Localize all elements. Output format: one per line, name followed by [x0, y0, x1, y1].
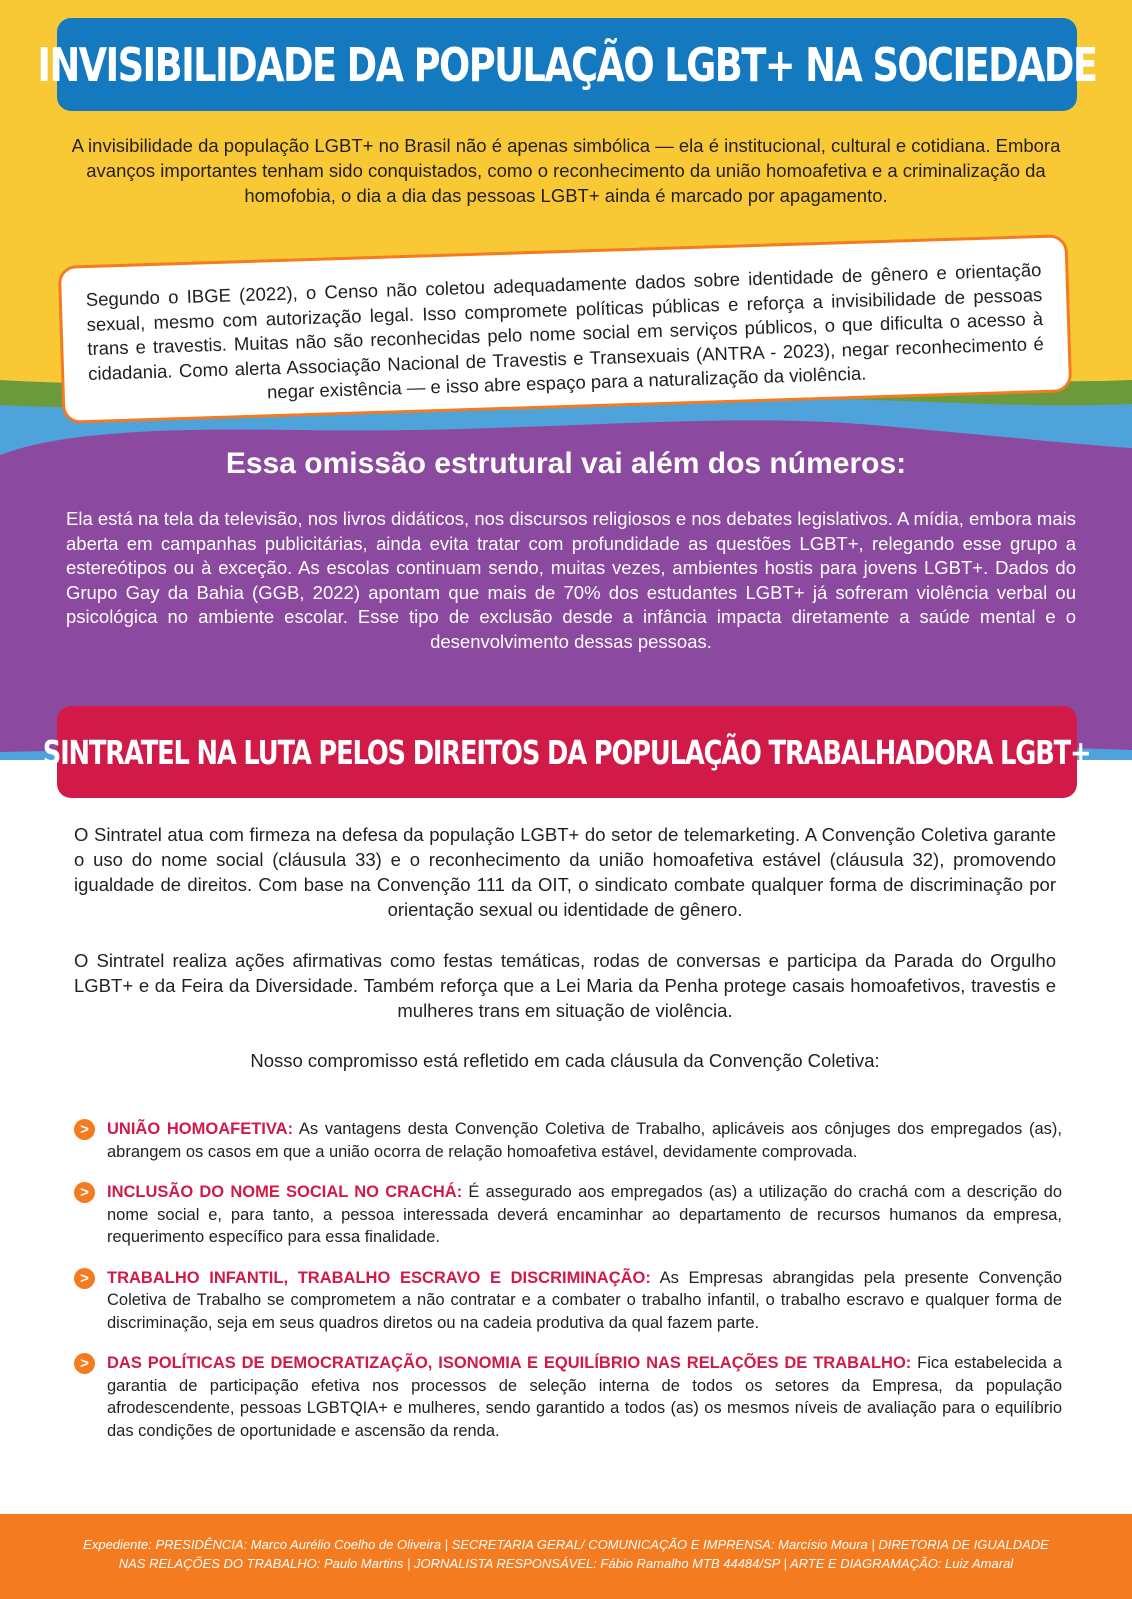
- sintratel-title: SINTRATEL NA LUTA PELOS DIREITOS DA POPULAÇÃO TRABALHADORA LGBT+: [43, 732, 1091, 772]
- ibge-callout-card: [58, 234, 1072, 424]
- main-title-banner: [37, 18, 1097, 111]
- clause-item: [74, 1118, 1062, 1163]
- clause-heading: DAS POLÍTICAS DE DEMOCRATIZAÇÃO, ISONOMIA E EQUILÍBRIO NAS RELAÇÕES DE TRABALHO:: [107, 1354, 912, 1372]
- clause-heading: UNIÃO HOMOAFETIVA:: [107, 1120, 294, 1138]
- omissao-paragraph: Ela está na tela da televisão, nos livros didáticos, nos discursos religiosos e nos debates legislativos. A mídia, embora mais aberta em campanhas publicitárias, ainda evita tratar com profundidade as questões LGBT+, relegando esse grupo a estereótipos ou à exceção. As escolas continuam sendo, muitas vezes, ambientes hostis para jovens LGBT+. Dados do Grupo Gay da Bahia (GGB, 2022) apontam que mais de 70% dos estudantes LGBT+ já sofreram violência verbal ou psicológica no ambiente escolar. Esse tipo de exclusão desde a infância impacta diretamente a saúde mental e o desenvolvimento dessas pessoas.: [66, 508, 1076, 652]
- commitment-line: Nosso compromisso está refletido em cada cláusula da Convenção Coletiva:: [250, 1050, 880, 1071]
- clause-text: [107, 1181, 1062, 1249]
- clause-item: [74, 1267, 1062, 1335]
- clause-heading: INCLUSÃO DO NOME SOCIAL NO CRACHÁ:: [107, 1183, 463, 1201]
- clauses-list: [74, 1118, 1062, 1460]
- clause-body: As vantagens desta Convenção Coletiva de Trabalho, aplicáveis aos cônjuges dos empregados (as), abrangem os casos em que a união ocorra de relação homoafetiva estável, devidamente comprovada.: [107, 1120, 1062, 1161]
- clause-item: [74, 1352, 1062, 1442]
- sintratel-paragraph-2: O Sintratel realiza ações afirmativas como festas temáticas, rodas de conversas e participa da Parada do Orgulho LGBT+ e da Feira da Diversidade. Também reforça que a Lei Maria da Penha protege casais homoafetivos, travestis e mulheres trans em situação de violência.: [74, 950, 1056, 1021]
- footer-credits: [0, 1514, 1132, 1599]
- chevron-right-icon: >: [74, 1353, 95, 1374]
- clause-text: [107, 1267, 1062, 1335]
- footer-line-1: Expediente: PRESIDÊNCIA: Marco Aurélio Coelho de Oliveira | SECRETARIA GERAL/ COMUNICAÇÃO E IMPRENSA: Marcísio Moura | DIRETORIA DE IGUALDADE: [83, 1537, 1049, 1552]
- clause-body: Fica estabelecida a garantia de participação efetiva nos processos de seleção interna de todos os setores da Empresa, da população afrodescendente, pessoas LGBTQIA+ e mulheres, sendo garantido a todos (as) os mesmos níveis de avaliação para o equilíbrio das condições de oportunidade e ascensão da renda.: [107, 1354, 1062, 1440]
- clause-body: As Empresas abrangidas pela presente Convenção Coletiva de Trabalho se comprometem a não contratar e a combater o trabalho infantil, o trabalho escravo e qualquer forma de discriminação, seja em seus quadros diretos ou na cadeia produtiva da qual fazem parte.: [107, 1268, 1062, 1332]
- clause-text: [107, 1118, 1062, 1163]
- chevron-right-icon: >: [74, 1268, 95, 1289]
- chevron-right-icon: >: [74, 1182, 95, 1203]
- sintratel-title-banner: [43, 706, 1091, 798]
- chevron-right-icon: >: [74, 1119, 95, 1140]
- clause-body: É assegurado aos empregados (as) a utilização do crachá com a descrição do nome social e, para tanto, a pessoa interessada deverá encaminhar ao departamento de recursos humanos da empresa, requerimento específico para essa finalidade.: [107, 1183, 1062, 1246]
- ibge-callout-text: Segundo o IBGE (2022), o Censo não coletou adequadamente dados sobre identidade de gênero e orientação sexual, mesmo com autorização legal. Isso compromete políticas públicas e reforça a invisibilidade de pessoas trans e travestis. Muitas não são reconhecidas pelo nome social em serviços públicos, o que dificulta o acesso à cidadania. Como alerta Associação Nacional de Travestis e Transexuais (ANTRA - 2023), negar reconhecimento é negar existência — e isso abre espaço para a naturalização da violência.: [85, 259, 1045, 403]
- omissao-heading: Essa omissão estrutural vai além dos números:: [225, 447, 907, 480]
- footer-line-2: NAS RELAÇÕES DO TRABALHO: Paulo Martins | JORNALISTA RESPONSÁVEL: Fábio Ramalho MTB 44484/SP | ARTE E DIAGRAMAÇÃO: Luiz Amaral: [118, 1556, 1014, 1571]
- intro-paragraph: A invisibilidade da população LGBT+ no Brasil não é apenas simbólica — ela é institucional, cultural e cotidiana. Embora avanços importantes tenham sido conquistados, como o reconhecimento da união homoafetiva e a criminalização da homofobia, o dia a dia das pessoas LGBT+ ainda é marcado por apagamento.: [71, 135, 1061, 206]
- sintratel-paragraph-1: O Sintratel atua com firmeza na defesa da população LGBT+ do setor de telemarketing. A Convenção Coletiva garante o uso do nome social (cláusula 33) e o reconhecimento da união homoafetiva estável (cláusula 32), promovendo igualdade de direitos. Com base na Convenção 111 da OIT, o sindicato combate qualquer forma de discriminação por orientação sexual ou identidade de gênero.: [74, 824, 1056, 920]
- clause-item: [74, 1181, 1062, 1249]
- clause-heading: TRABALHO INFANTIL, TRABALHO ESCRAVO E DISCRIMINAÇÃO:: [107, 1268, 651, 1287]
- clause-text: [107, 1352, 1062, 1442]
- main-title: INVISIBILIDADE DA POPULAÇÃO LGBT+ NA SOCIEDADE: [37, 37, 1097, 92]
